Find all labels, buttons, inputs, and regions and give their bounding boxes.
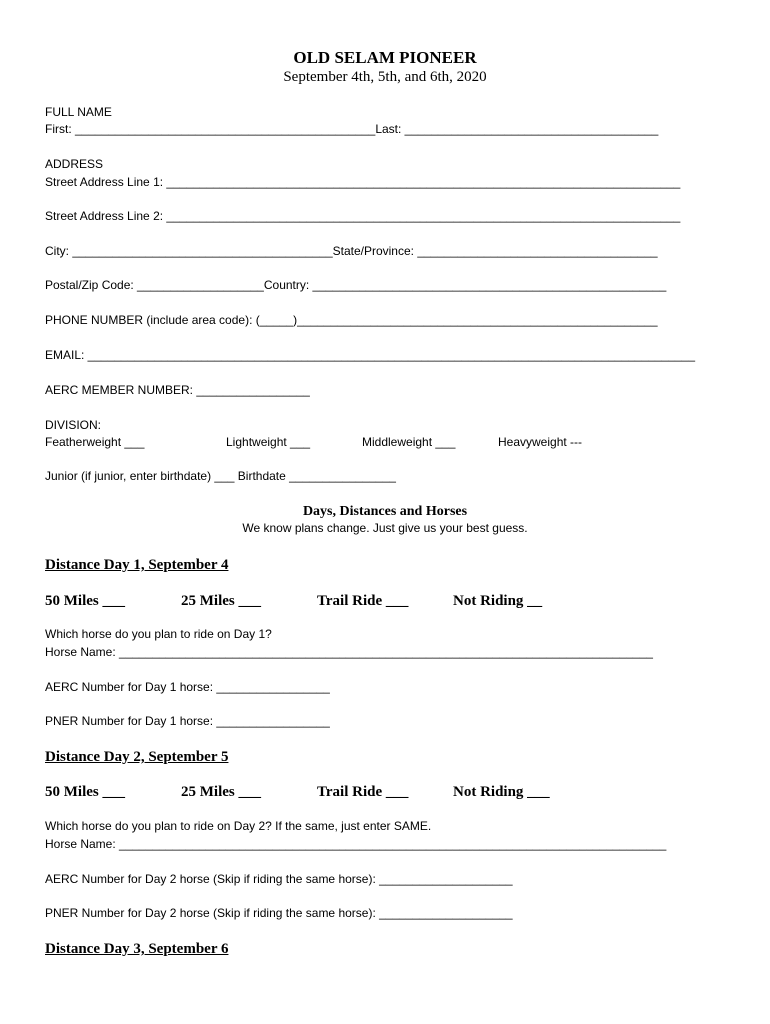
day2-pner-number-line[interactable]: PNER Number for Day 2 horse (Skip if riding the same horse): ____________________ bbox=[45, 906, 513, 920]
days-section-note: We know plans change. Just give us your best guess. bbox=[242, 521, 528, 535]
day1-option-not-riding[interactable]: Not Riding __ bbox=[453, 593, 543, 609]
division-lightweight[interactable]: Lightweight ___ bbox=[226, 435, 311, 449]
day3-heading: Distance Day 3, September 6 bbox=[45, 941, 229, 957]
day2-heading: Distance Day 2, September 5 bbox=[45, 749, 229, 765]
day1-option-50-miles[interactable]: 50 Miles ___ bbox=[45, 593, 125, 609]
day1-horse-question: Which horse do you plan to ride on Day 1? bbox=[45, 627, 272, 641]
division-middleweight[interactable]: Middleweight ___ bbox=[362, 435, 456, 449]
city-state-line[interactable]: City: _______________________________________State/Province: ____________________________________ bbox=[45, 244, 658, 258]
full-name-heading: FULL NAME bbox=[45, 105, 112, 119]
phone-number-line[interactable]: PHONE NUMBER (include area code): (_____)______________________________________________________ bbox=[45, 313, 658, 327]
email-line[interactable]: EMAIL: ___________________________________________________________________________________________ bbox=[45, 348, 695, 362]
day1-option-trail-ride[interactable]: Trail Ride ___ bbox=[317, 593, 409, 609]
division-heading: DIVISION: bbox=[45, 418, 102, 432]
form-title: OLD SELAM PIONEER bbox=[293, 48, 477, 67]
days-section-title: Days, Distances and Horses bbox=[302, 504, 468, 519]
day2-option-trail-ride[interactable]: Trail Ride ___ bbox=[317, 784, 409, 800]
street-address-line-2[interactable]: Street Address Line 2: _____________________________________________________________________________ bbox=[45, 209, 681, 223]
aerc-member-number-line[interactable]: AERC MEMBER NUMBER: _________________ bbox=[45, 383, 310, 397]
division-heavyweight[interactable]: Heavyweight --- bbox=[498, 435, 583, 449]
day1-horse-name-line[interactable]: Horse Name: ________________________________________________________________________________ bbox=[45, 645, 653, 659]
day2-horse-question: Which horse do you plan to ride on Day 2? If the same, just enter SAME. bbox=[45, 819, 432, 833]
day2-aerc-number-line[interactable]: AERC Number for Day 2 horse (Skip if riding the same horse): ____________________ bbox=[45, 872, 513, 886]
day2-option-not-riding[interactable]: Not Riding ___ bbox=[453, 784, 550, 800]
event-dates: September 4th, 5th, and 6th, 2020 bbox=[283, 69, 487, 85]
day2-option-50-miles[interactable]: 50 Miles ___ bbox=[45, 784, 125, 800]
day1-option-25-miles[interactable]: 25 Miles ___ bbox=[181, 593, 261, 609]
address-heading: ADDRESS bbox=[45, 157, 104, 171]
day1-pner-number-line[interactable]: PNER Number for Day 1 horse: _________________ bbox=[45, 714, 330, 728]
name-fields-line[interactable]: First: _____________________________________________Last: ______________________________________ bbox=[45, 122, 659, 136]
day1-aerc-number-line[interactable]: AERC Number for Day 1 horse: _________________ bbox=[45, 680, 330, 694]
day2-option-25-miles[interactable]: 25 Miles ___ bbox=[181, 784, 261, 800]
day1-heading: Distance Day 1, September 4 bbox=[45, 557, 229, 573]
day2-horse-name-line[interactable]: Horse Name: __________________________________________________________________________________ bbox=[45, 837, 667, 851]
junior-birthdate-line[interactable]: Junior (if junior, enter birthdate) ___ Birthdate ________________ bbox=[45, 469, 396, 483]
division-featherweight[interactable]: Featherweight ___ bbox=[45, 435, 145, 449]
postal-country-line[interactable]: Postal/Zip Code: ___________________Country: _____________________________________________________ bbox=[45, 278, 667, 292]
street-address-line-1[interactable]: Street Address Line 1: _____________________________________________________________________________ bbox=[45, 175, 681, 189]
